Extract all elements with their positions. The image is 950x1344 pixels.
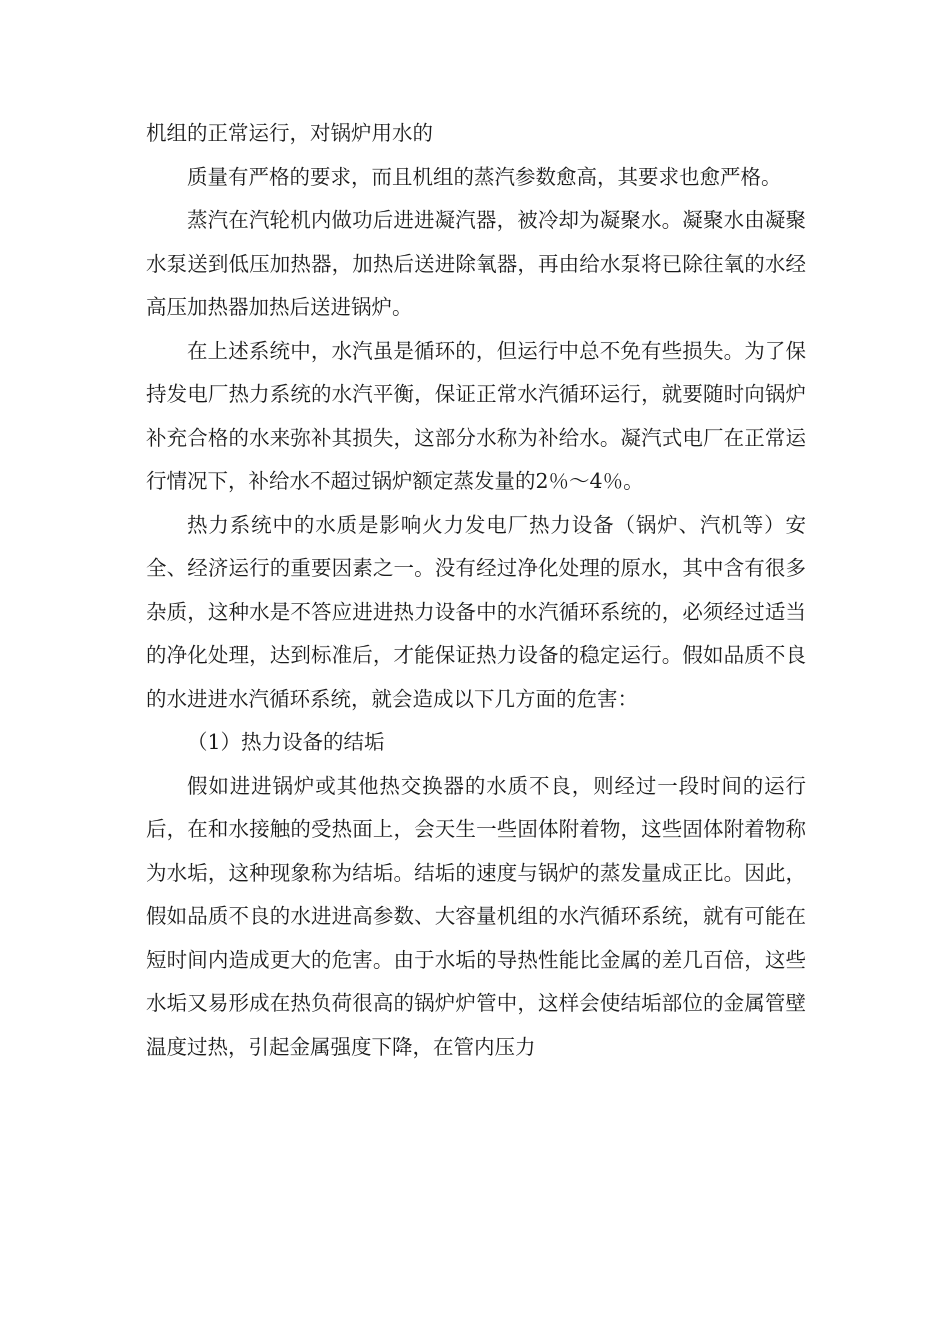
section-heading-scaling: （1）热力设备的结垢 (187, 730, 385, 754)
document-body (146, 112, 806, 1069)
paragraph-scaling-description: 假如进进锅炉或其他热交换器的水质不良，则经过一段时间的运行后，在和水接触的受热面上，会天生一些固体附着物，这些固体附着物称为水垢，这种现象称为结垢。结垢的速度与锅炉的蒸发量成正比。因此，假如品质不良的水进进高参数、大容量机组的水汽循环系统，就有可能在短时间内造成更大的危害。由于水垢的导热性能比金属的差几百倍，这些水垢又易形成在热负荷很高的锅炉炉管中，这样会使结垢部位的金属管壁温度过热，引起金属强度下降，在管内压力 (146, 773, 806, 1059)
paragraph-water-quality-requirement: 质量有严格的要求，而且机组的蒸汽参数愈高，其要求也愈严格。 (187, 164, 782, 189)
paragraph-makeup-water: 在上述系统中，水汽虽是循环的，但运行中总不免有些损失。为了保持发电厂热力系统的水汽平衡，保证正常水汽循环运行，就要随时向锅炉补充合格的水来弥补其损失，这部分水称为补给水。凝汽式电厂在正常运行情况下，补给水不超过锅炉额定蒸发量的2％～4％。 (146, 338, 806, 493)
paragraph-water-quality-impact: 热力系统中的水质是影响火力发电厂热力设备（锅炉、汽机等）安全、经济运行的重要因素之一。没有经过净化处理的原水，其中含有很多杂质，这种水是不答应进进热力设备中的水汽循环系统的，必须经过适当的净化处理，达到标准后，才能保证热力设备的稳定运行。假如品质不良的水进进水汽循环系统，就会造成以下几方面的危害： (146, 512, 806, 711)
paragraph-steam-cycle: 蒸汽在汽轮机内做功后进进凝汽器，被冷却为凝聚水。凝聚水由凝聚水泵送到低压加热器，加热后送进除氧器，再由给水泵将已除往氧的水经高压加热器加热后送进锅炉。 (146, 208, 806, 319)
paragraph-continuation: 机组的正常运行，对锅炉用水的 (146, 121, 433, 145)
